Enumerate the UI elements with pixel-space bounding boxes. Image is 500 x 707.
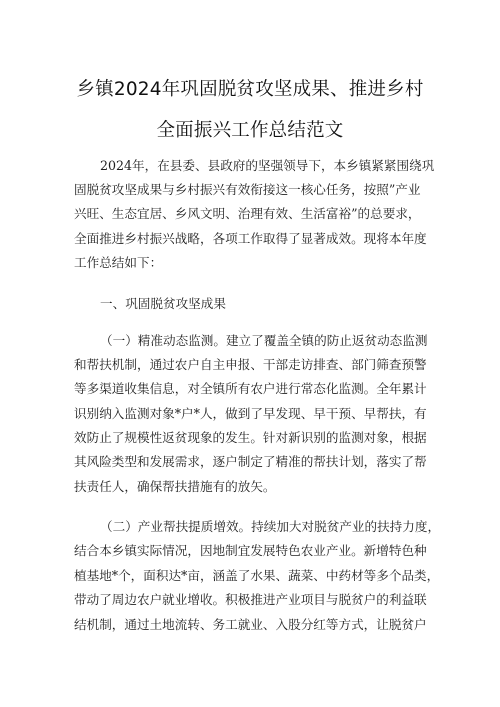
para1-line-4: 识别纳入监测对象*户*人，做到了早发现、早干预、早帮扶，有: [74, 406, 427, 421]
para2-line-3: 植基地*个，面积达*亩，涵盖了水果、蔬菜、中药材等多个品类，: [74, 568, 440, 583]
para2-line-2: 结合本乡镇实际情况，因地制宜发展特色农业产业。新增特色种: [74, 543, 427, 558]
para1-line-6: 其风险类型和发展需求，逐户制定了精准的帮扶计划，落实了帮: [74, 454, 427, 469]
document-title-line-1: 乡镇2024年巩固脱贫攻坚成果、推进乡村: [76, 79, 424, 100]
para1-line-7: 扶责任人，确保帮扶措施有的放矢。: [74, 479, 276, 494]
para1-line-1: （一）精准动态监测。建立了覆盖全镇的防止返贫动态监测: [100, 333, 428, 348]
para2-line-1: （二）产业帮扶提质增效。持续加大对脱贫产业的扶持力度，: [100, 519, 441, 534]
intro-line-5: 工作总结如下：: [74, 255, 163, 270]
para1-line-2: 和帮扶机制，通过农户自主申报、干部走访排查、部门筛查预警: [74, 357, 427, 372]
para2-line-4: 带动了周边农户就业增收。积极推进产业项目与脱贫户的利益联: [74, 592, 427, 607]
document-title-line-2: 全面振兴工作总结范文: [156, 120, 344, 141]
section-heading-1: 一、巩固脱贫攻坚成果: [100, 296, 226, 311]
intro-line-3: 兴旺、生态宜居、乡风文明、治理有效、生活富裕”的总要求，: [74, 206, 421, 221]
para1-line-5: 效防止了规模性返贫现象的发生。针对新识别的监测对象，根据: [74, 430, 427, 445]
para2-line-5: 结机制，通过土地流转、务工就业、入股分红等方式，让脱贫户: [74, 617, 427, 632]
intro-line-1: 2024年，在县委、县政府的坚强领导下，本乡镇紧紧围绕巩: [100, 158, 435, 173]
intro-line-4: 全面推进乡村振兴战略，各项工作取得了显著成效。现将本年度: [74, 231, 427, 246]
intro-line-2: 固脱贫攻坚成果与乡村振兴有效衔接这一核心任务，按照”产业: [74, 182, 421, 197]
para1-line-3: 等多渠道收集信息，对全镇所有农户进行常态化监测。全年累计: [74, 381, 427, 396]
